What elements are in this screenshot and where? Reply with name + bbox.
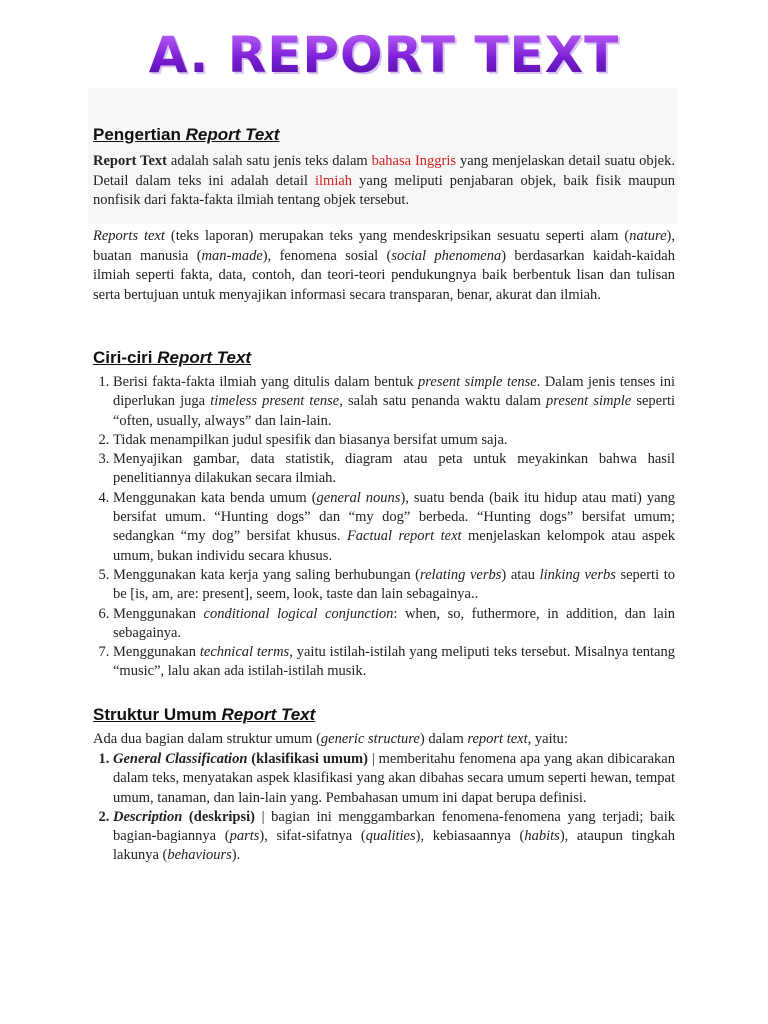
paragraph-reports-text: Reports text (teks laporan) merupakan teks yang mendeskripsikan sesuatu seperti alam (nature), buatan manusia (man-made), fenomena sosial (social phenomena) berdasarkan kaidah-kaidah ilmiah seperti fakta, data, contoh, dan teori-teori pendukungnya baik berbentuk lisan dan tulisan serta bertujuan untuk menyajikan informasi secara transparan, benar, akurat dan ilmiah.: [93, 228, 675, 303]
paragraph-definition: Report Text adalah salah satu jenis teks dalam bahasa Inggris yang menjelaskan detail suatu objek. Detail dalam teks ini adalah detail ilmiah yang meliputi penjabaran objek, baik fisik maupun nonfisik dari fakta-fakta ilmiah tentang objek tersebut.: [93, 153, 675, 208]
paragraph-structure-intro: Ada dua bagian dalam struktur umum (generic structure) dalam report text, yaitu:: [93, 731, 568, 747]
list-item: 6. Menggunakan conditional logical conjunction: when, so, futhermore, in addition, dan lain sebagainya.: [113, 605, 675, 644]
list-item: 7. Menggunakan technical terms, yaitu istilah-istilah yang meliputi teks tersebut. Misalnya tentang “music”, lalu akan ada istilah-istilah musik.: [113, 643, 675, 682]
heading-ciri-ciri: Ciri-ciri Report Text: [93, 348, 252, 367]
heading-pengertian: Pengertian Report Text: [93, 125, 280, 144]
list-item: 2. Description (deskripsi) | bagian ini menggambarkan fenomena-fenomena yang terjadi; baik bagian-bagiannya (parts), sifat-sifatnya (qualities), kebiasaannya (habits), ataupun tingkah lakunya (behaviours).: [113, 808, 675, 866]
list-item: 5. Menggunakan kata kerja yang saling berhubungan (relating verbs) atau linking verbs seperti to be [is, am, are: present], seem, look, taste dan lain sebagainya..: [113, 566, 675, 605]
heading-struktur-umum: Struktur Umum Report Text: [93, 705, 316, 724]
list-item: 3. Menyajikan gambar, data statistik, diagram atau peta untuk meyakinkan bahwa hasil penelitiannya dilakukan secara ilmiah.: [113, 450, 675, 489]
list-item: 1. Berisi fakta-fakta ilmiah yang ditulis dalam bentuk present simple tense. Dalam jenis tenses ini diperlukan juga timeless present tense, salah satu penanda waktu dalam present simple seperti “often, usually, always” dan lain-lain.: [113, 373, 675, 431]
list-item: 2. Tidak menampilkan judul spesifik dan biasanya bersifat umum saja.: [113, 431, 675, 450]
page-title: A. REPORT TEXT: [0, 26, 768, 84]
list-structure: [93, 750, 675, 866]
list-item: 1. General Classification (klasifikasi umum) | memberitahu fenomena apa yang akan dibicarakan dalam teks, menyatakan aspek klasifikasi yang akan dibahas secara umum seperti hewan, tempat umum, tanaman, dan lain-lain yang. Pembahasan umum ini dapat berupa definisi.: [113, 750, 675, 808]
list-ciri-ciri: [93, 373, 675, 682]
list-item: 4. Menggunakan kata benda umum (general nouns), suatu benda (baik itu hidup atau mati) yang bersifat umum. “Hunting dogs” dan “my dog” berbeda. “Hunting dogs” bersifat umum; sedangkan “my dog” bersifat khusus. Factual report text menjelaskan kelompok atau aspek umum, bukan individu secara khusus.: [113, 489, 675, 566]
